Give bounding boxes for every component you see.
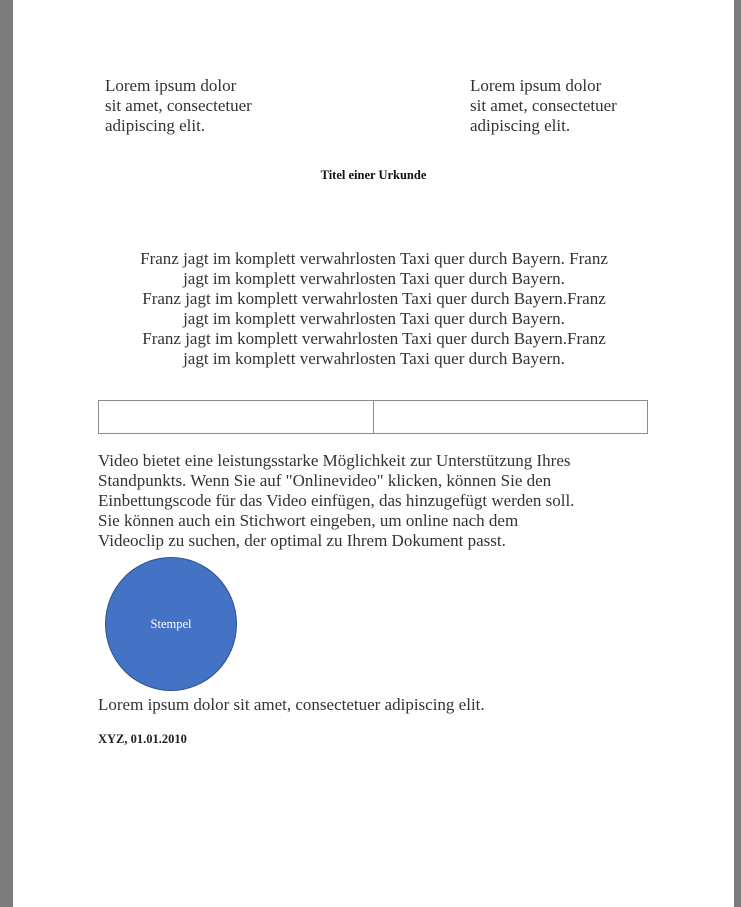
body-line: Franz jagt im komplett verwahrlosten Taxi quer durch Bayern.Franz <box>142 329 606 348</box>
body-line: jagt im komplett verwahrlosten Taxi quer durch Bayern. <box>183 309 565 328</box>
body-line: Franz jagt im komplett verwahrlosten Taxi quer durch Bayern. Franz <box>140 249 608 268</box>
table-cell[interactable] <box>99 401 373 433</box>
table-cell[interactable] <box>373 401 648 433</box>
paragraph-line: Sie können auch ein Stichwort eingeben, um online nach dem <box>98 511 519 530</box>
document-title: Titel einer Urkunde <box>320 168 427 182</box>
body-line: jagt im komplett verwahrlosten Taxi quer durch Bayern. <box>183 349 565 368</box>
address-right-line: adipiscing elit. <box>470 116 571 135</box>
paragraph-line: Videoclip zu suchen, der optimal zu Ihrem Dokument passt. <box>98 531 506 550</box>
paragraph-line: Einbettungscode für das Video einfügen, das hinzugefügt werden soll. <box>98 491 575 510</box>
address-left-line: adipiscing elit. <box>105 116 206 135</box>
stamp-label: Stempel <box>150 616 192 631</box>
empty-table[interactable] <box>98 400 648 434</box>
paragraph-line: Standpunkts. Wenn Sie auf "Onlinevideo" klicken, können Sie den <box>98 471 552 490</box>
centered-body-text <box>98 249 650 369</box>
address-right-line: Lorem ipsum dolor <box>470 76 602 95</box>
closing-line: Lorem ipsum dolor sit amet, consectetuer adipiscing elit. <box>98 695 485 714</box>
body-line: jagt im komplett verwahrlosten Taxi quer durch Bayern. <box>183 269 565 288</box>
stamp-shape[interactable] <box>105 557 237 691</box>
address-block-left <box>105 76 252 136</box>
place-date: XYZ, 01.01.2010 <box>98 732 187 746</box>
address-left-line: Lorem ipsum dolor <box>105 76 237 95</box>
address-left-line: sit amet, consectetuer <box>105 96 252 115</box>
address-right-line: sit amet, consectetuer <box>470 96 617 115</box>
video-paragraph <box>98 451 658 551</box>
body-line: Franz jagt im komplett verwahrlosten Taxi quer durch Bayern.Franz <box>142 289 606 308</box>
document-page <box>13 0 734 907</box>
address-block-right <box>470 76 617 136</box>
paragraph-line: Video bietet eine leistungsstarke Möglichkeit zur Unterstützung Ihres <box>98 451 571 470</box>
